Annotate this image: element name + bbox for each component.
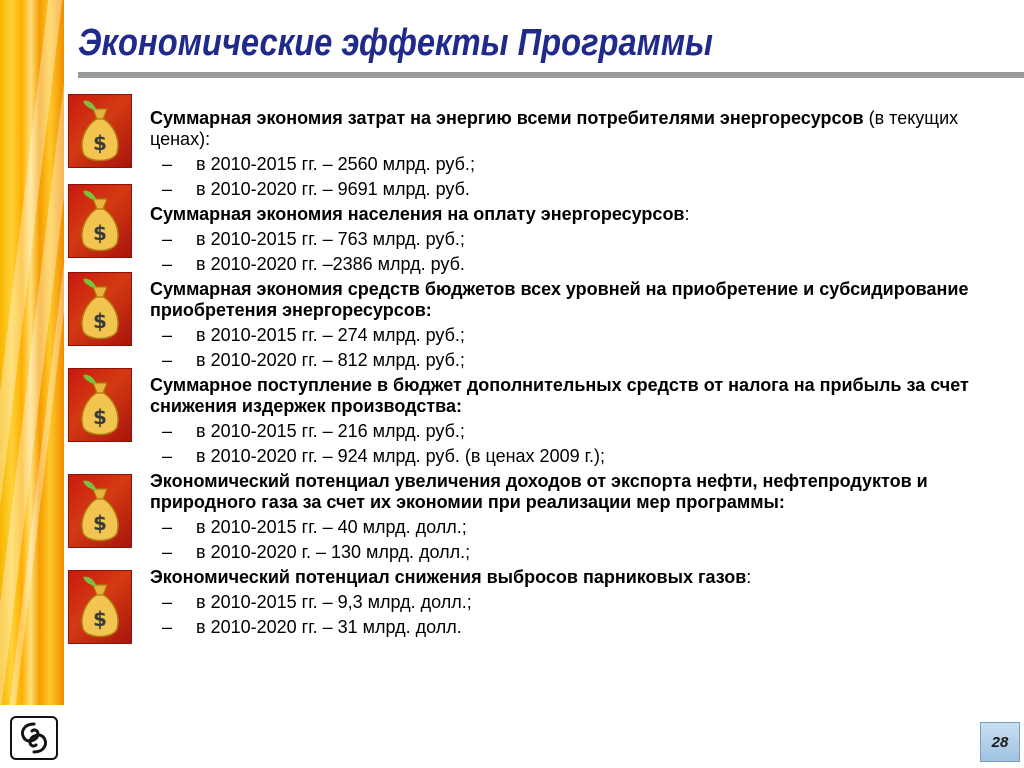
page-number: 28 (980, 722, 1020, 762)
money-bag-icon (68, 570, 132, 644)
decorative-side-band (0, 0, 64, 705)
dollar-sign: $ (93, 309, 107, 333)
money-bag-icon (68, 368, 132, 442)
money-bag-icon (68, 272, 132, 346)
organization-logo-icon (10, 716, 58, 760)
list-item: – в 2010-2020 гг. – 9691 млрд. руб. (162, 179, 470, 199)
dollar-sign: $ (93, 131, 107, 155)
title-divider (78, 72, 1024, 78)
section-heading: Экономический потенциал снижения выбросов парниковых газов: (150, 567, 752, 587)
section-heading: Суммарная экономия населения на оплату энергоресурсов: (150, 204, 690, 224)
section-heading: Суммарная экономия средств бюджетов всех уровней на приобретение и субсидирование приобретения энергоресурсов: (150, 279, 969, 320)
money-bag-icon (68, 474, 132, 548)
list-item: – в 2010-2015 гг. – 763 млрд. руб.; (162, 229, 465, 249)
section-heading: Суммарное поступление в бюджет дополнительных средств от налога на прибыль за счет снижения издержек производства: (150, 375, 969, 416)
money-bag-icon (68, 184, 132, 258)
list-item: – в 2010-2020 г. – 130 млрд. долл.; (162, 542, 471, 562)
dollar-sign: $ (93, 511, 107, 535)
dollar-sign: $ (93, 607, 107, 631)
list-item: – в 2010-2015 гг. – 2560 млрд. руб.; (162, 154, 475, 174)
section-heading: Суммарная экономия затрат на энергию всеми потребителями энергоресурсов (в текущих ценах): (150, 108, 959, 149)
list-item: – в 2010-2020 гг. –2386 млрд. руб. (162, 254, 465, 274)
dollar-sign: $ (93, 405, 107, 429)
money-bag-icon (68, 94, 132, 168)
list-item: – в 2010-2020 гг. – 31 млрд. долл. (162, 617, 462, 637)
list-item: – в 2010-2015 гг. – 40 млрд. долл.; (162, 517, 467, 537)
list-item: – в 2010-2020 гг. – 924 млрд. руб. (в ценах 2009 г.); (162, 446, 605, 466)
slide-title: Экономические эффекты Программы (78, 22, 713, 64)
slide-content (150, 104, 1010, 638)
section-heading: Экономический потенциал увеличения доходов от экспорта нефти, нефтепродуктов и природного газа за счет их экономии при реализации мер программы: (150, 471, 928, 512)
dollar-sign: $ (93, 221, 107, 245)
list-item: – в 2010-2015 гг. – 9,3 млрд. долл.; (162, 592, 472, 612)
list-item: – в 2010-2020 гг. – 812 млрд. руб.; (162, 350, 465, 370)
list-item: – в 2010-2015 гг. – 216 млрд. руб.; (162, 421, 465, 441)
list-item: – в 2010-2015 гг. – 274 млрд. руб.; (162, 325, 465, 345)
